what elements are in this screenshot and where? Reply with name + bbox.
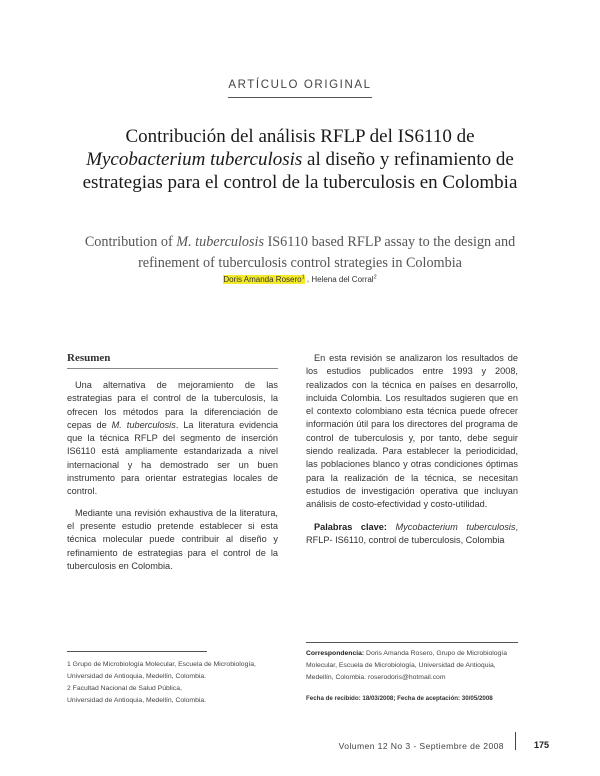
abstract-paragraph-3: En esta revisión se analizaron los resultados de los estudios publicados entre 1993 y 2008, realizados con la técnica en países en desarrollo, incluida Colombia. Los resultados sugieren que en el contexto colombiano esta técnica puede ofrecer información útil para los directores del programa de control de tuberculosis y, por tanto, debe seguir siendo realizada. Para establecer la periodicidad, las poblaciones blanco y otras condiciones óptimas para la realización de la técnica, se necesitan estudios de investigación operativa que incluyan análisis de costo-efectividad y costo-utilidad. xyxy=(306,353,518,510)
title-es-italic: Mycobacterium tuberculosis xyxy=(86,149,303,170)
author-1[interactable]: Doris Amanda Rosero$^1$ xyxy=(223,274,305,284)
received-accepted-dates: Fecha de recibido: 18/03/2008; Fecha de aceptación: 30/05/2008 xyxy=(306,695,493,702)
title-es-part2: al diseño y refinamiento de estrategias para el control de la tuberculosis en Colombia xyxy=(82,149,518,193)
abstract-right-column xyxy=(306,352,518,547)
footnote-2-line-2: Universidad de Antioquia, Medellín, Colombia. xyxy=(67,697,207,704)
abstract-paragraph-2: Mediante una revisión exhaustiva de la literatura, el presente estudio pretende establecer si esta técnica molecular puede contribuir al diseño y refinamiento de estrategias para el control de la tuberculosis en Colombia. xyxy=(67,507,278,571)
footnote-divider xyxy=(67,651,207,652)
footnote-1-line-1: 1 Grupo de Microbiología Molecular, Escuela de Microbiología, xyxy=(67,661,256,668)
journal-issue: Volumen 12 No 3 - Septiembre de 2008 xyxy=(338,741,504,751)
keywords: Palabras clave: Mycobacterium tuberculosis, RFLP- IS6110, control de tuberculosis, Colombia xyxy=(306,521,518,545)
page-number-divider xyxy=(515,732,516,750)
title-en-part2: IS6110 based RFLP assay to the design and refinement of tuberculosis control strategies in Colombia xyxy=(138,234,516,271)
page-number: 175 xyxy=(534,740,550,750)
title-en-part1: Contribution of xyxy=(84,234,177,250)
abstract-paragraph-1: Una alternativa de mejoramiento de las estrategias para el control de la tuberculosis, la ofrecen los métodos para la diferenciación de cepas de M. tuberculosis. La literatura evidencia que la técnica RFLP del segmento de inserción IS6110 está ampliamente estandarizada a nivel internacional y ha demostrado ser un buen instrumento para orientar estrategias locales de control. xyxy=(67,380,279,497)
footnote-1-line-2: Universidad de Antioquia, Medellín, Colombia. xyxy=(67,673,207,680)
footnote-2-line-1: 2 Facultad Nacional de Salud Pública, xyxy=(67,685,182,692)
title-en-italic: M. tuberculosis xyxy=(176,234,265,250)
author-2[interactable]: Helena del Corral$^2$ xyxy=(311,274,377,284)
section-label: ARTÍCULO ORIGINAL xyxy=(228,79,372,91)
correspondence: Correspondencia: Doris Amanda Rosero, Grupo de Microbiología Molecular, Escuela de Microbiología, Universidad de Antioquia, Medellín, Colombia. roserodoris@hotmail.com xyxy=(306,650,507,681)
authors-line: Doris Amanda Rosero$^1$ , Helena del Corral$^2$ xyxy=(223,274,377,284)
abstract-heading: Resumen xyxy=(67,352,278,369)
title-es-part1: Contribución del análisis RFLP del IS6110 de xyxy=(125,126,475,147)
correspondence-divider xyxy=(306,642,518,643)
section-divider xyxy=(228,97,372,98)
title-english xyxy=(60,232,540,274)
title-spanish xyxy=(60,125,540,194)
abstract-left-column xyxy=(67,352,278,573)
affiliation-footnotes xyxy=(67,659,287,707)
